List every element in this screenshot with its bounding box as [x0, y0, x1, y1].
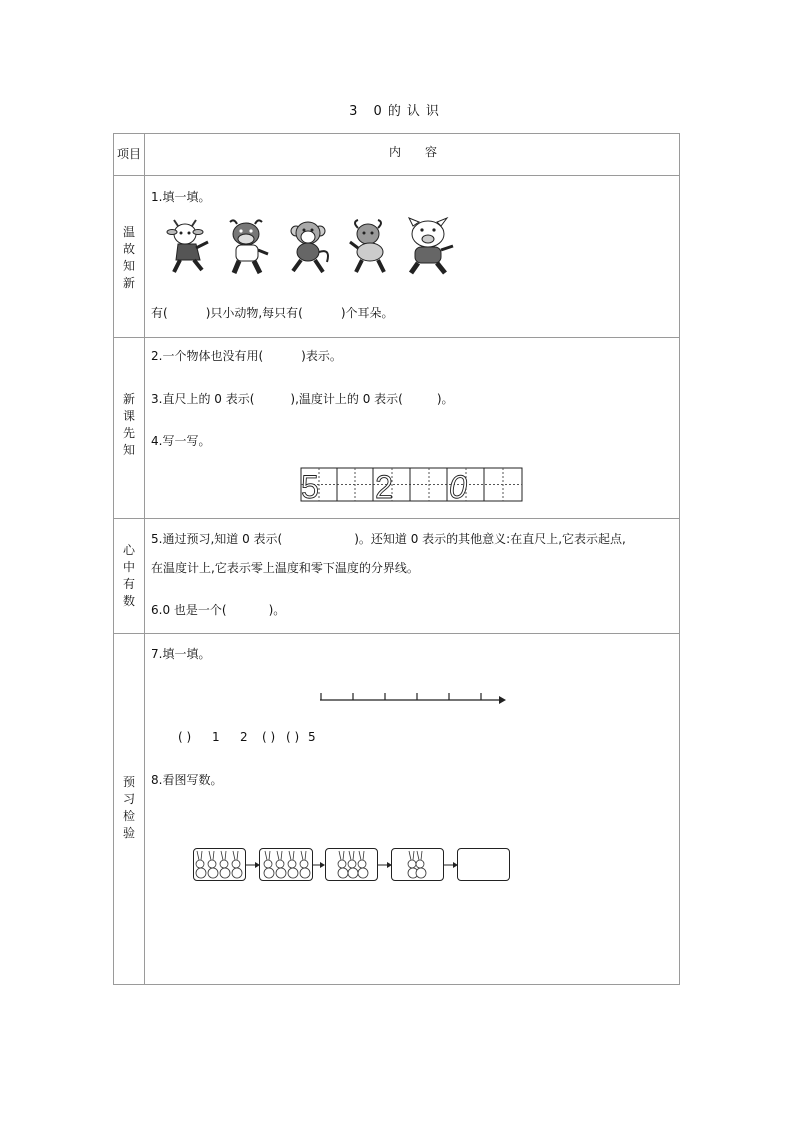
section-label-preview: 新 课 先 知	[122, 392, 135, 457]
digit-5: 5	[301, 469, 319, 503]
question-1: 1.填一填。	[151, 190, 211, 204]
question-8: 8.看图写数。	[151, 773, 223, 787]
question-1-sentence: 有( )只小动物,每只有( )个耳朵。	[151, 306, 394, 320]
row-divider	[114, 175, 679, 176]
picture-box-3	[325, 848, 378, 881]
picture-box-2	[259, 848, 313, 881]
question-7: 7.填一填。	[151, 647, 211, 661]
picture-box-4	[391, 848, 444, 881]
goat-icon	[166, 218, 212, 276]
sequence-blank[interactable]: ( )	[178, 730, 192, 744]
sequence-blank[interactable]: ( )	[286, 730, 300, 744]
rabbit-icon-group	[326, 849, 377, 880]
question-3: 3.直尺上的 0 表示( ),温度计上的 0 表示( )。	[151, 392, 454, 406]
header-content-label: 内 容	[388, 145, 437, 159]
number-sequence: ( ) 1 2 ( ) ( ) 5	[178, 730, 316, 744]
question-5: 5.通过预习,知道 0 表示( )。还知道 0 表示的其他意义:在直尺上,它表示起点,	[151, 532, 626, 546]
cow-icon	[226, 218, 272, 276]
writing-practice-grid[interactable]	[300, 467, 524, 503]
rabbit-icon-group	[194, 849, 245, 880]
rabbit-icon-group	[392, 849, 443, 880]
arrow-icon	[378, 860, 392, 870]
arrow-icon	[444, 860, 458, 870]
rabbit-icon-group	[260, 849, 312, 880]
picture-box-1	[193, 848, 246, 881]
picture-box-5-empty	[457, 848, 510, 881]
arrow-icon	[246, 860, 260, 870]
monkey-icon	[287, 218, 333, 276]
row-divider	[114, 337, 679, 338]
arrow-icon	[313, 860, 325, 870]
question-2: 2.一个物体也没有用( )表示。	[151, 349, 342, 363]
row-divider	[114, 633, 679, 634]
header-item-label: 项目	[116, 147, 141, 161]
section-label-review: 温 故 知 新	[122, 225, 135, 290]
sequence-blank[interactable]: ( )	[262, 730, 276, 744]
question-4: 4.写一写。	[151, 434, 211, 448]
section-label-understanding: 心 中 有 数	[122, 543, 135, 608]
number-line	[317, 691, 507, 707]
digit-0: 0	[449, 469, 467, 503]
page-title: 3 0的认识	[349, 104, 445, 119]
section-label-check: 预 习 检 验	[122, 775, 135, 840]
pig-icon	[403, 216, 457, 276]
question-5-line-2: 在温度计上,它表示零上温度和零下温度的分界线。	[151, 561, 419, 575]
worksheet-table	[113, 133, 680, 985]
digit-2: 2	[375, 469, 393, 503]
column-divider	[144, 134, 145, 984]
question-6: 6.0 也是一个( )。	[151, 603, 286, 617]
sheep-icon	[348, 218, 394, 276]
row-divider	[114, 518, 679, 519]
